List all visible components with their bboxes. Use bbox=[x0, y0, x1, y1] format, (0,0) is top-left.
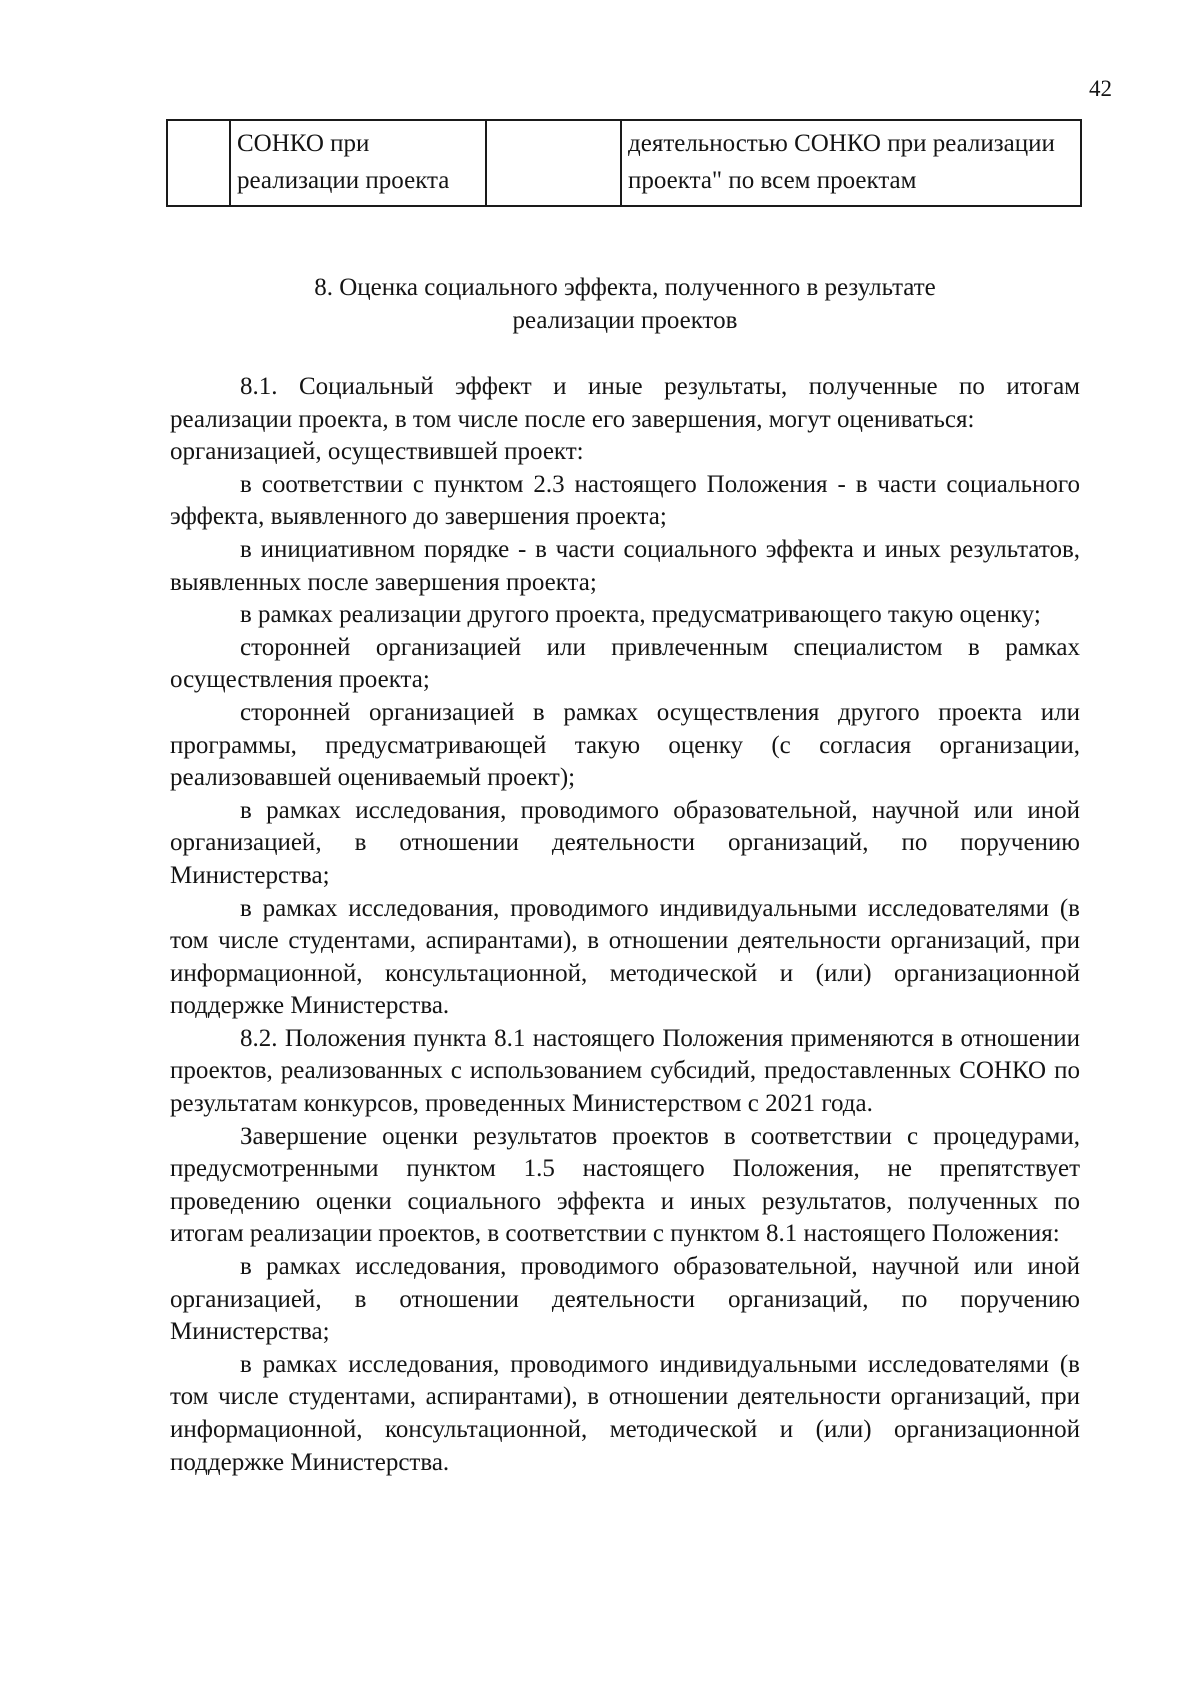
paragraph: в инициативном порядке - в части социального эффекта и иных результатов, выявленных после завершения проекта; bbox=[170, 535, 1080, 596]
paragraph: в рамках исследования, проводимого индивидуальными исследователями (в том числе студентами, аспирантами), в отношении деятельности организаций, при информационной, консультационной, методической и (или) организационной поддержке Министерства. bbox=[170, 894, 1080, 1020]
paragraph: сторонней организацией или привлеченным специалистом в рамках осуществления проекта; bbox=[170, 633, 1080, 694]
page-number: 42 bbox=[1089, 76, 1112, 101]
paragraph: 8.2. Положения пункта 8.1 настоящего Положения применяются в отношении проектов, реализованных с использованием субсидий, предоставленных СОНКО по результатам конкурсов, проведенных Министерством с 2021 года. bbox=[170, 1024, 1080, 1118]
body-text bbox=[170, 371, 1080, 1479]
paragraph: в рамках исследования, проводимого образовательной, научной или иной организацией, в отношении деятельности организаций, по поручению Министерства; bbox=[170, 1253, 1080, 1346]
table-cell-number bbox=[167, 120, 230, 206]
table-cell-indicator: СОНКО при реализации проекта bbox=[230, 120, 486, 206]
section-title-line: реализации проектов bbox=[512, 307, 738, 334]
section-title bbox=[170, 271, 1080, 337]
table-cell-description: деятельностью СОНКО при реализации проекта" по всем проектам bbox=[621, 120, 1081, 206]
paragraph: в рамках исследования, проводимого индивидуальными исследователями (в том числе студентами, аспирантами), в отношении деятельности организаций, при информационной, консультационной, методической и (или) организационной поддержке Министерства. bbox=[170, 1350, 1080, 1476]
section-title-line: 8. Оценка социального эффекта, полученного в результате bbox=[314, 274, 936, 301]
paragraph: сторонней организацией в рамках осуществления другого проекта или программы, предусматривающей такую оценку (с согласия организации, реализовавшей оцениваемый проект); bbox=[170, 698, 1080, 792]
paragraph: в соответствии с пунктом 2.3 настоящего Положения - в части социального эффекта, выявленного до завершения проекта; bbox=[170, 470, 1080, 531]
paragraph: в рамках реализации другого проекта, предусматривающего такую оценку; bbox=[240, 601, 1041, 629]
paragraph: 8.1. Социальный эффект и иные результаты, полученные по итогам реализации проекта, в том числе после его завершения, могут оцениваться: bbox=[170, 373, 1080, 433]
continued-table bbox=[166, 119, 1082, 207]
paragraph: организацией, осуществившей проект: bbox=[170, 438, 584, 466]
paragraph: в рамках исследования, проводимого образовательной, научной или иной организацией, в отношении деятельности организаций, по поручению Министерства; bbox=[170, 796, 1080, 889]
table-cell-empty bbox=[486, 120, 621, 206]
paragraph: Завершение оценки результатов проектов в соответствии с процедурами, предусмотренными пунктом 1.5 настоящего Положения, не препятствует проведению оценки социального эффекта и иных результатов, полученных по итогам реализации проектов, в соответствии с пунктом 8.1 настоящего Положения: bbox=[170, 1122, 1080, 1248]
table-row bbox=[167, 120, 1081, 206]
